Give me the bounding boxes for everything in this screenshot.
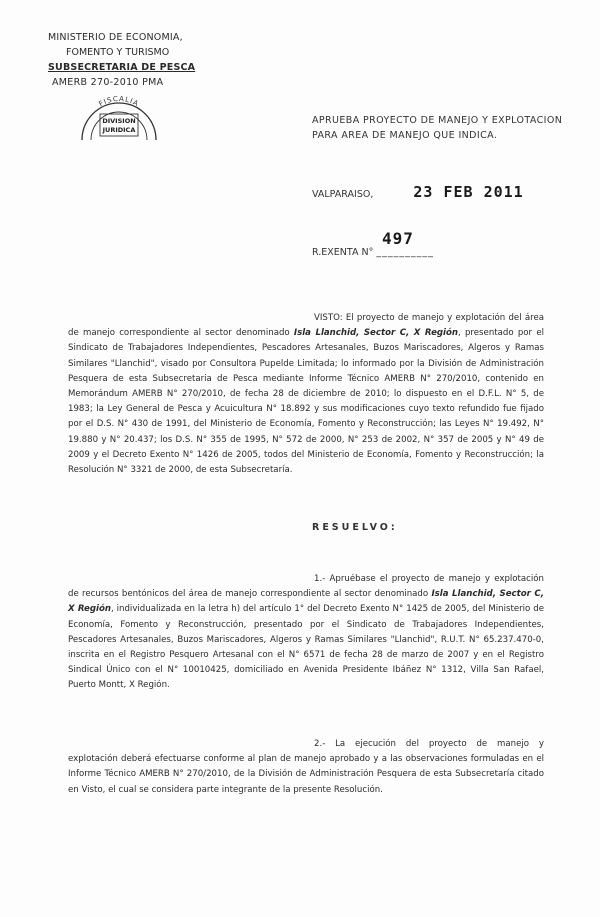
resolution-number-stamp: 497 xyxy=(382,229,414,248)
dateline xyxy=(312,183,524,201)
resolution-blank: __________ xyxy=(376,247,434,258)
place-name: VALPARAISO, xyxy=(312,189,374,200)
item1-site-name: Isla Llanchid, Sector C, X Región xyxy=(68,589,544,615)
subsecretaria-name: SUBSECRETARIA DE PESCA xyxy=(48,62,196,73)
ministry-line2: FOMENTO Y TURISMO xyxy=(66,47,170,58)
resolution-item-1 xyxy=(68,572,544,694)
item1-text-after: , individualizada en la letra h) del artículo 1° del Decreto Exento N° 1425 de 2005, del Ministerio de Economía, Fomento y Reconstrucción, presentado por el Sindicato de Trabajadores Independientes, Pescadores Artesanales, Buzos Mariscadores, Algeros y Ramas Similares "Llanchid", R.U.T. N° 65.237.470-0, inscrita en el Registro Pesquero Artesanal con el N° 6571 de fecha 28 de marzo de 2007 y en el Registro Sindical Único con el N° 10010425, domiciliado en Avenida Presidente Ibáñez N° 1312, Villa San Rafael, Puerto Montt, X Región. xyxy=(68,604,544,691)
ministry-line1: MINISTERIO DE ECONOMIA, xyxy=(48,32,183,43)
visto-paragraph xyxy=(68,311,544,478)
visto-text-after: , presentado por el Sindicato de Trabajadores Independientes, Pescadores Artesanales, Buzos Mariscadores, Algeros y Ramas Similares "Llanchid", visado por Consultora Pupelde Limitada; lo informado por la División de Administración Pesquera de esta Subsecretaria de Pesca mediante Informe Técnico AMERB N° 270/2010, contenido en Memorándum AMERB N° 270/2010, de fecha 28 de diciembre de 2010; lo dispuesto en el D.F.L. N° 5, de 1983; la Ley General de Pesca y Acuicultura N° 18.892 y sus modificaciones cuyo texto refundido fue fijado por el D.S. N° 430 de 1991, del Ministerio de Economía, Fomento y Reconstrucción; las Leyes N° 19.492, N° 19.880 y N° 20.437; los D.S. N° 355 de 1995, N° 572 de 2000, N° 253 de 2002, N° 357 de 2005 y N° 49 de 2009 y el Decreto Exento N° 1426 de 2005, todos del Ministerio de Economía, Fomento y Reconstrucción; la Resolución N° 3321 de 2000, de esta Subsecretaría. xyxy=(68,328,544,476)
date-stamp: 23 FEB 2011 xyxy=(413,183,524,201)
fiscalia-seal xyxy=(78,88,160,148)
item2-text: 2.- La ejecución del proyecto de manejo y explotación deberá efectuarse conforme al plan de manejo aprobado y a las observaciones formuladas en el Informe Técnico AMERB N° 270/2010, de la División de Administración Pesquera de esta Subsecretaría citado en Visto, el cual se considera parte integrante de la presente Resolución. xyxy=(68,739,544,795)
subject-line1: APRUEBA PROYECTO DE MANEJO Y EXPLOTACION xyxy=(312,115,563,126)
resolution-label: R.EXENTA N° xyxy=(312,247,374,258)
item1-text-before: 1.- Apruébase el proyecto de manejo y explotación de recursos bentónicos del área de manejo correspondiente al sector denominado xyxy=(68,574,544,600)
subject-line2: PARA AREA DE MANEJO QUE INDICA. xyxy=(312,130,498,141)
seal-inner-line1: DIVISION xyxy=(102,117,136,125)
letterhead xyxy=(48,30,195,90)
visto-text-before: VISTO: El proyecto de manejo y explotación del área de manejo correspondiente al sector denominado xyxy=(68,313,544,339)
visto-site-name: Isla Llanchid, Sector C, X Región xyxy=(293,328,459,339)
svg-text:FISCALIA xyxy=(98,95,141,108)
seal-inner-line2: JURIDICA xyxy=(102,126,136,134)
resuelvo-heading: RESUELVO: xyxy=(312,522,398,533)
seal-top-text: FISCALIA xyxy=(97,94,141,109)
document-subject xyxy=(312,113,562,143)
resolution-number xyxy=(312,229,434,258)
resolution-item-2 xyxy=(68,737,544,798)
reference-code: AMERB 270-2010 PMA xyxy=(52,77,164,88)
